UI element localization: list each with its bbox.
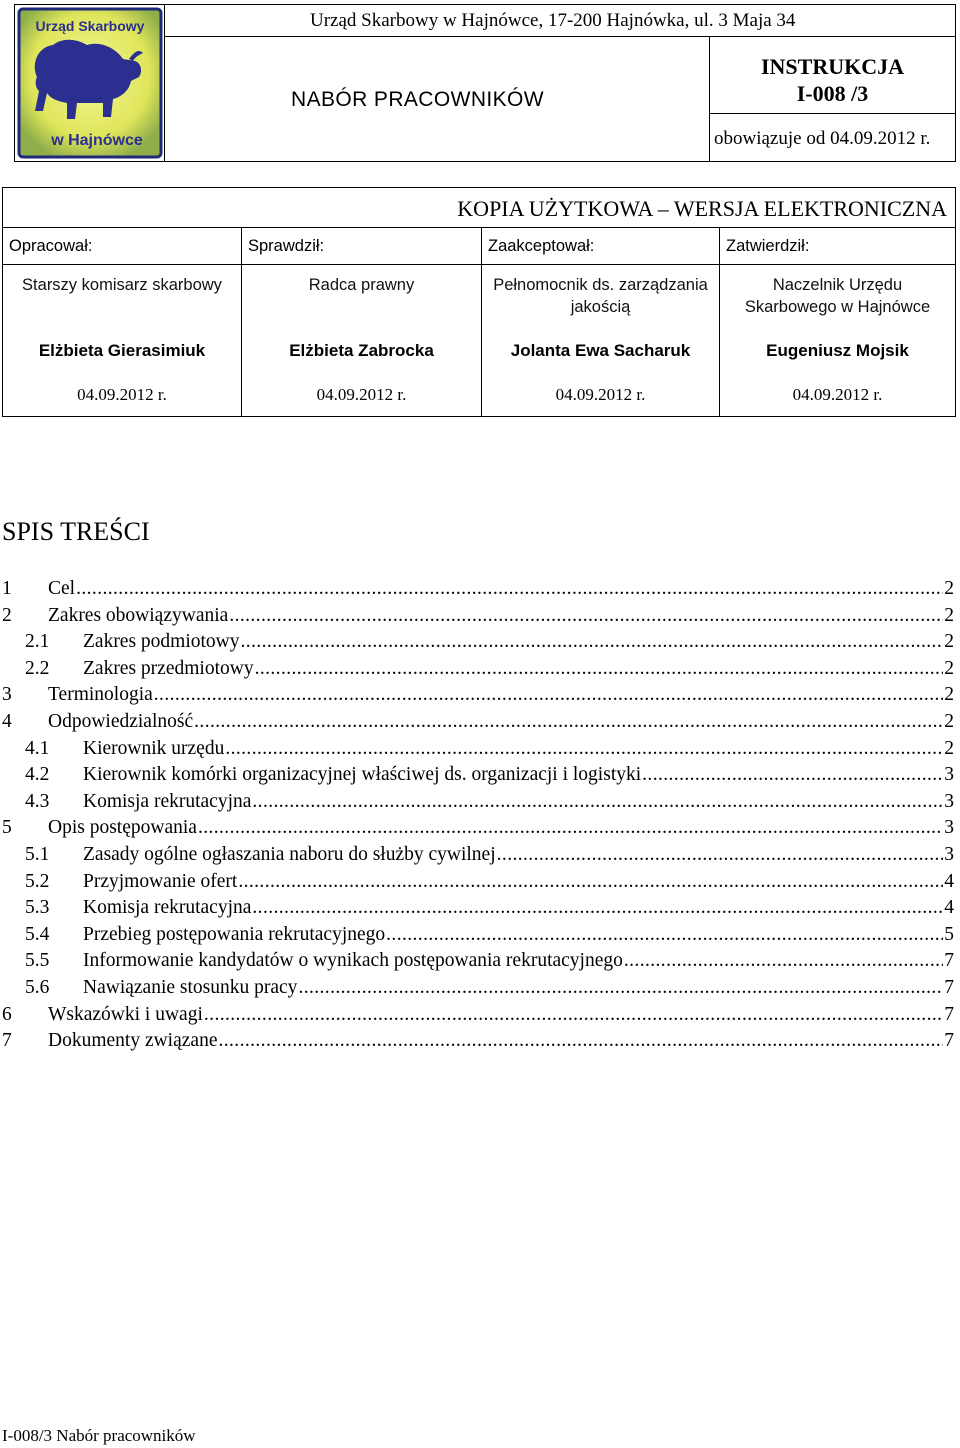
toc-entry-page: 3 xyxy=(944,843,954,865)
toc-entry[interactable] xyxy=(2,631,954,658)
toc-entry-page: 3 xyxy=(944,764,954,786)
approval-column-approved xyxy=(719,228,955,416)
toc-entry-title: Wskazówki i uwagi xyxy=(48,1003,203,1025)
approval-column-checked xyxy=(241,228,481,416)
toc-entry-page: 7 xyxy=(944,1003,954,1025)
role-line: Pełnomocnik ds. zarządzania xyxy=(493,276,708,294)
toc-entry-page: 2 xyxy=(944,684,954,706)
toc-entry-page: 4 xyxy=(944,870,954,892)
toc-entry-title: Opis postępowania xyxy=(48,817,197,839)
toc-dot-leader xyxy=(204,1004,943,1026)
toc-dot-leader xyxy=(497,844,944,866)
toc-entry[interactable] xyxy=(2,1004,954,1031)
toc-entry-title: Przyjmowanie ofert xyxy=(83,870,238,892)
toc-dot-leader xyxy=(642,764,943,786)
approver-name: Elżbieta Gierasimiuk xyxy=(38,341,206,360)
toc-entry[interactable] xyxy=(2,844,954,871)
approval-role xyxy=(3,274,241,296)
bison-logo-icon xyxy=(17,7,163,159)
toc-entry-number: 5.4 xyxy=(25,923,50,945)
toc-entry[interactable] xyxy=(2,817,954,844)
approval-role xyxy=(242,274,481,296)
toc-entry-title: Dokumenty związane xyxy=(48,1030,218,1052)
role-line: jakością xyxy=(570,298,631,316)
toc-entry-number: 4 xyxy=(2,710,12,732)
toc-dot-leader xyxy=(238,871,943,893)
toc-entry-page: 5 xyxy=(944,923,954,945)
toc-entry[interactable] xyxy=(2,738,954,765)
toc-entry[interactable] xyxy=(2,605,954,632)
toc-heading: SPIS TREŚCI xyxy=(2,517,150,546)
toc-dot-leader xyxy=(218,1030,943,1052)
valid-from: obowiązuje od 04.09.2012 r. xyxy=(714,128,931,149)
toc-entry-page: 2 xyxy=(944,578,954,599)
toc-entry-page: 7 xyxy=(944,976,954,998)
approver-name: Eugeniusz Mojsik xyxy=(766,341,909,360)
approval-date: 04.09.2012 r. xyxy=(77,385,167,404)
toc-entry-number: 5.6 xyxy=(25,976,50,998)
copy-banner: KOPIA UŻYTKOWA – WERSJA ELEKTRONICZNA xyxy=(3,188,955,228)
approval-date: 04.09.2012 r. xyxy=(555,385,646,404)
toc-entry-title: Kierownik komórki organizacyjnej właściwej ds. organizacji i logistyki xyxy=(83,764,642,786)
instruction-cell xyxy=(710,37,955,161)
approval-date: 04.09.2012 r. xyxy=(792,385,883,404)
toc-entry-page: 2 xyxy=(944,737,954,759)
instruction-label: INSTRUKCJA xyxy=(760,54,905,79)
approval-column-prepared xyxy=(3,228,241,416)
toc-entry-title: Kierownik urzędu xyxy=(83,737,225,759)
approver-name: Elżbieta Zabrocka xyxy=(289,341,434,360)
approval-table xyxy=(2,187,956,417)
toc-entry-title: Odpowiedzialność xyxy=(48,710,194,732)
approver-name: Jolanta Ewa Sacharuk xyxy=(510,341,691,360)
toc-entry-number: 1 xyxy=(2,578,12,599)
toc-dot-leader xyxy=(154,684,943,706)
toc-dot-leader xyxy=(255,658,944,680)
role-line: Skarbowego w Hajnówce xyxy=(744,298,931,316)
toc-entry-page: 3 xyxy=(944,817,954,839)
instruction-code: I-008 /3 xyxy=(796,81,869,106)
toc-entry-number: 5 xyxy=(2,817,12,839)
toc-entry[interactable] xyxy=(2,924,954,951)
toc-entry-number: 4.1 xyxy=(25,737,50,759)
toc-entry-number: 2.2 xyxy=(25,657,50,679)
toc-entry[interactable] xyxy=(2,950,954,977)
toc-entry[interactable] xyxy=(2,1030,954,1057)
document-title: NABÓR PRACOWNIKÓW xyxy=(291,88,544,111)
logo-text-bottom: w Hajnówce xyxy=(51,132,143,149)
toc-entry-number: 4.2 xyxy=(25,764,50,786)
toc-entry[interactable] xyxy=(2,897,954,924)
toc-entry-page: 2 xyxy=(944,631,954,653)
toc-dot-leader xyxy=(76,578,943,600)
office-address: Urząd Skarbowy w Hajnówce, 17-200 Hajnówka, ul. 3 Maja 34 xyxy=(165,5,955,37)
approval-label: Sprawdził: xyxy=(248,237,325,255)
toc-dot-leader xyxy=(229,605,943,627)
toc-entry-number: 4.3 xyxy=(25,790,50,812)
toc-dot-leader xyxy=(252,791,943,813)
toc-entry-number: 7 xyxy=(2,1030,12,1052)
approval-role xyxy=(720,274,955,318)
toc-entry[interactable] xyxy=(2,977,954,1004)
approval-label: Zatwierdził: xyxy=(726,237,810,255)
toc-dot-leader xyxy=(298,977,943,999)
toc-entry[interactable] xyxy=(2,711,954,738)
toc-entry[interactable] xyxy=(2,578,954,605)
toc-entry-number: 5.2 xyxy=(25,870,50,892)
approval-label: Zaakceptował: xyxy=(488,237,595,255)
approval-role xyxy=(482,274,719,318)
title-cell xyxy=(165,37,710,161)
toc-dot-leader xyxy=(386,924,943,946)
toc-dot-leader xyxy=(198,817,943,839)
toc-entry-page: 3 xyxy=(944,790,954,812)
toc-entry-number: 5.3 xyxy=(25,897,50,919)
document-header xyxy=(14,4,956,162)
toc-entry-title: Komisja rekrutacyjna xyxy=(83,897,252,919)
approval-label: Opracował: xyxy=(9,237,93,255)
role-line: Naczelnik Urzędu xyxy=(772,276,903,294)
office-logo xyxy=(15,5,165,161)
toc-entry-page: 4 xyxy=(944,897,954,919)
toc-entry-number: 3 xyxy=(2,684,12,706)
toc-entry[interactable] xyxy=(2,791,954,818)
approval-column-accepted xyxy=(481,228,719,416)
toc-entry-page: 2 xyxy=(944,604,954,626)
toc-entry-title: Terminologia xyxy=(48,684,153,706)
toc-dot-leader xyxy=(624,950,943,972)
toc-entry-page: 7 xyxy=(944,1030,954,1052)
toc-entry-number: 5.5 xyxy=(25,950,50,972)
toc-entry-number: 6 xyxy=(2,1003,12,1025)
toc-entry-title: Informowanie kandydatów o wynikach postępowania rekrutacyjnego xyxy=(83,950,623,972)
toc-dot-leader xyxy=(194,711,943,733)
role-line: Starszy komisarz skarbowy xyxy=(22,276,222,294)
toc-dot-leader xyxy=(252,897,943,919)
toc-entry-title: Zakres obowiązywania xyxy=(48,604,229,626)
instruction-id-box xyxy=(710,37,955,114)
toc-entry-title: Cel xyxy=(48,578,76,599)
toc-entry-title: Przebieg postępowania rekrutacyjnego xyxy=(83,923,386,945)
toc-entry-number: 5.1 xyxy=(25,843,50,865)
toc-entry-page: 7 xyxy=(944,950,954,972)
toc-entry[interactable] xyxy=(2,658,954,685)
toc-dot-leader xyxy=(225,738,943,760)
toc-dot-leader xyxy=(241,631,944,653)
logo-text-top: Urząd Skarbowy xyxy=(35,18,145,34)
toc-entry-title: Zakres przedmiotowy xyxy=(83,657,254,679)
toc-entry-title: Nawiązanie stosunku pracy xyxy=(83,976,298,998)
approval-date: 04.09.2012 r. xyxy=(316,385,407,404)
page-footer: I-008/3 Nabór pracowników xyxy=(2,1426,196,1445)
toc-entry-title: Komisja rekrutacyjna xyxy=(83,790,252,812)
toc-entry[interactable] xyxy=(2,871,954,898)
toc-entry-number: 2.1 xyxy=(25,631,50,653)
table-of-contents xyxy=(2,578,954,1057)
role-line: Radca prawny xyxy=(308,276,415,294)
toc-entry-title: Zasady ogólne ogłaszania naboru do służby cywilnej xyxy=(83,843,496,865)
toc-entry-page: 2 xyxy=(944,657,954,679)
toc-entry[interactable] xyxy=(2,764,954,791)
toc-entry[interactable] xyxy=(2,684,954,711)
toc-entry-page: 2 xyxy=(944,710,954,732)
toc-entry-number: 2 xyxy=(2,604,12,626)
toc-entry-title: Zakres podmiotowy xyxy=(83,631,240,653)
